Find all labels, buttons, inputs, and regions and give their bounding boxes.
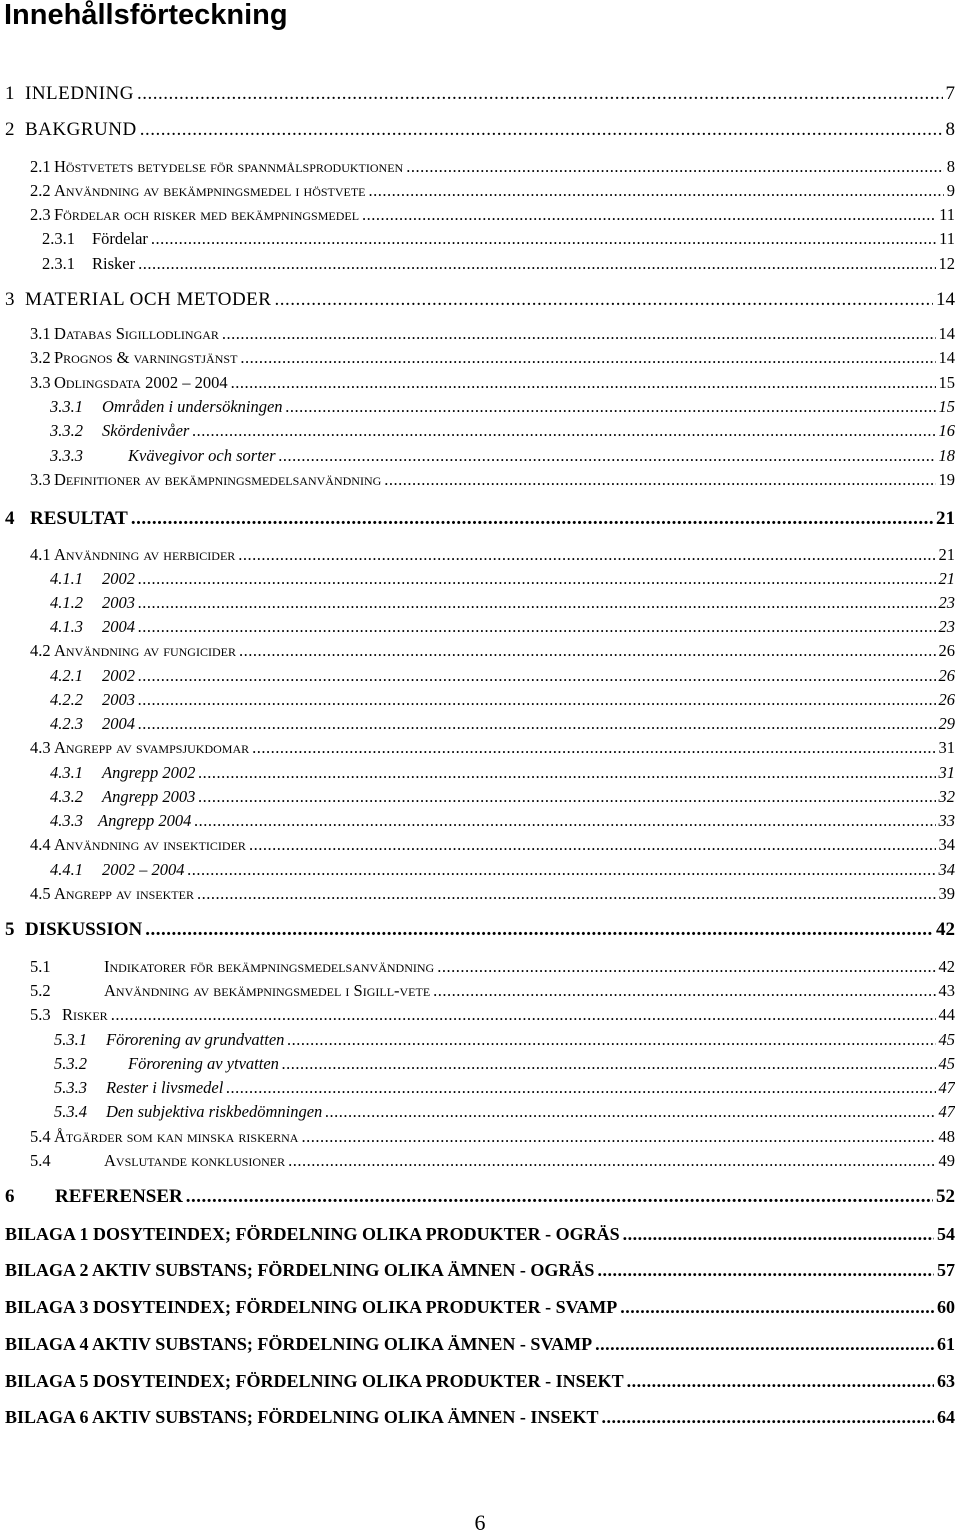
toc-entry[interactable] [0, 919, 955, 943]
toc-entry[interactable] [0, 1030, 955, 1054]
toc-entry-label: Förorening av grundvatten [106, 1030, 285, 1049]
toc-entry-page: 54 [937, 1224, 955, 1244]
toc-entry-number: 4.3 [30, 738, 51, 757]
toc-entry-label: 2002 [102, 569, 135, 588]
dot-leader [188, 860, 936, 880]
toc-entry[interactable] [0, 641, 955, 665]
toc-entry-page: 32 [938, 787, 955, 806]
toc-entry-number: 4.2.1 [50, 666, 83, 685]
dot-leader [111, 1005, 936, 1025]
toc-entry-number: 3.1 [30, 324, 51, 343]
toc-entry-number: 4.2 [30, 641, 51, 660]
toc-entry-label: Risker [92, 254, 136, 273]
dot-leader [137, 83, 943, 105]
toc-entry-page: 42 [938, 957, 955, 976]
toc-entry-page: 47 [938, 1078, 955, 1097]
toc-entry[interactable] [0, 1407, 955, 1431]
toc-entry-page: 12 [938, 254, 955, 273]
toc-entry-label: Höstvetets betydelse för spannmålsproduktionen [54, 157, 404, 176]
toc-entry-label: BILAGA 5 DOSYTEINDEX; FÖRDELNING OLIKA PRODUKTER - INSEKT [5, 1371, 624, 1391]
toc-entry-page: 14 [936, 289, 955, 310]
toc-entry-page: 42 [936, 919, 955, 940]
toc-entry-label: Fördelar [92, 229, 148, 248]
toc-entry-page: 23 [938, 617, 955, 636]
toc-entry-number: 5.4 [30, 1127, 51, 1146]
toc-entry-number: 4.3.1 [50, 763, 83, 782]
dot-leader [186, 1186, 933, 1208]
dot-leader [288, 1151, 935, 1171]
toc-entry-number: 6 [5, 1186, 15, 1207]
toc-entry[interactable] [0, 787, 955, 811]
toc-entry-page: 63 [937, 1371, 955, 1391]
toc-entry-number: 3 [5, 289, 15, 310]
toc-entry[interactable] [0, 1078, 955, 1102]
toc-entry[interactable] [0, 1054, 955, 1078]
page-number: 6 [474, 1510, 486, 1535]
toc-entry[interactable] [0, 835, 955, 859]
toc-entry[interactable] [0, 884, 955, 908]
toc-entry-page: 14 [938, 348, 955, 367]
toc-entry-page: 47 [938, 1102, 955, 1121]
toc-entry-label: Angrepp av svampsjukdomar [54, 738, 250, 757]
toc-entry-page: 39 [938, 884, 955, 903]
toc-entry-label: Avslutande konklusioner [104, 1151, 286, 1170]
toc-entry-number: 4.3.3 [50, 811, 83, 830]
dot-leader [406, 157, 944, 177]
toc-entry-label: Odlingsdata 2002 – 2004 [54, 373, 228, 392]
toc-entry[interactable] [0, 617, 955, 641]
toc-entry-label: Prognos & varningstjänst [54, 348, 238, 367]
dot-leader [222, 324, 936, 344]
dot-leader [620, 1297, 934, 1318]
toc-entry[interactable] [0, 1224, 955, 1248]
toc-entry[interactable] [0, 83, 955, 107]
toc-entry-number: 2.3 [30, 205, 51, 224]
dot-leader [138, 690, 936, 710]
dot-leader [623, 1224, 934, 1245]
toc-entry[interactable] [0, 181, 955, 205]
toc-entry-page: 26 [938, 641, 955, 660]
toc-entry-number: 3.3.1 [50, 397, 83, 416]
toc-entry-label: 2003 [102, 690, 135, 709]
toc-entry-page: 21 [938, 569, 955, 588]
toc-entry-number: 5 [5, 919, 15, 940]
toc-entry-number: 5.3.3 [54, 1078, 87, 1097]
toc-entry-number: 4.1.2 [50, 593, 83, 612]
dot-leader [279, 446, 936, 466]
toc-entry[interactable] [0, 348, 955, 372]
toc-entry-page: 15 [938, 397, 955, 416]
toc-entry[interactable] [0, 1260, 955, 1284]
dot-leader [140, 119, 943, 141]
dot-leader [131, 508, 933, 530]
toc-entry-label: INLEDNING [25, 83, 134, 104]
dot-leader [240, 348, 935, 368]
toc-entry-page: 34 [938, 835, 955, 854]
toc-entry[interactable] [0, 1371, 955, 1395]
toc-entry-page: 23 [938, 593, 955, 612]
toc-entry-page: 31 [938, 738, 955, 757]
dot-leader [597, 1260, 934, 1281]
toc-entry-page: 14 [938, 324, 955, 343]
toc-entry-number: 4.2.3 [50, 714, 83, 733]
toc-entry-number: 3.2 [30, 348, 51, 367]
toc-entry-label: Angrepp 2004 [98, 811, 192, 830]
toc-entry[interactable] [0, 1186, 955, 1210]
toc-entry-label: Fördelar och risker med bekämpningsmedel [54, 205, 360, 224]
toc-entry-page: 15 [938, 373, 955, 392]
toc-entry[interactable] [0, 373, 955, 397]
toc-entry[interactable] [0, 119, 955, 143]
toc-entry-page: 16 [938, 421, 955, 440]
toc-entry-number: 3.3 [30, 470, 51, 489]
toc-entry[interactable] [0, 508, 955, 532]
toc-entry-page: 33 [938, 811, 955, 830]
dot-leader [194, 811, 935, 831]
toc-entry[interactable] [0, 738, 955, 762]
toc-entry[interactable] [0, 1127, 955, 1151]
toc-entry-label: RESULTAT [30, 508, 128, 529]
toc-entry-label: 2003 [102, 593, 135, 612]
toc-entry-number: 5.3.4 [54, 1102, 87, 1121]
toc-entry-label: Skördenivåer [102, 421, 190, 440]
toc-entry-label: Definitioner av bekämpningsmedelsanvändning [54, 470, 382, 489]
toc-entry-page: 8 [945, 119, 955, 140]
toc-entry[interactable] [0, 205, 955, 229]
dot-leader [239, 641, 936, 661]
dot-leader [252, 738, 935, 758]
toc-entry-label: 2002 [102, 666, 135, 685]
toc-entry-label: BILAGA 6 AKTIV SUBSTANS; FÖRDELNING OLIKA ÄMNEN - INSEKT [5, 1407, 599, 1427]
dot-leader [433, 981, 935, 1001]
toc-entry-number: 3.3.2 [50, 421, 83, 440]
toc-entry-page: 45 [938, 1030, 955, 1049]
dot-leader [231, 373, 936, 393]
toc-entry[interactable] [0, 811, 955, 835]
dot-leader [145, 919, 933, 941]
toc-entry[interactable] [0, 593, 955, 617]
toc-entry-number: 5.3.2 [54, 1054, 87, 1073]
dot-leader [198, 763, 935, 783]
toc-entry[interactable] [0, 289, 955, 313]
toc-entry[interactable] [0, 157, 955, 181]
toc-entry[interactable] [0, 860, 955, 884]
dot-leader [301, 1127, 935, 1147]
toc-entry-label: 2004 [102, 617, 135, 636]
dot-leader [286, 397, 936, 417]
toc-entry-page: 26 [938, 666, 955, 685]
toc-entry[interactable] [0, 981, 955, 1005]
toc-entry[interactable] [0, 254, 955, 278]
toc-entry-label: BILAGA 1 DOSYTEINDEX; FÖRDELNING OLIKA PRODUKTER - OGRÄS [5, 1224, 620, 1244]
toc-entry-page: 7 [945, 83, 955, 104]
toc-entry[interactable] [0, 569, 955, 593]
toc-entry-page: 64 [937, 1407, 955, 1427]
toc-entry[interactable] [0, 1102, 955, 1126]
toc-entry-number: 4.1.1 [50, 569, 83, 588]
dot-leader [601, 1407, 934, 1428]
toc-entry-label: Angrepp 2003 [102, 787, 196, 806]
toc-entry-label: Åtgärder som kan minska riskerna [54, 1127, 299, 1146]
toc-entry-page: 31 [938, 763, 955, 782]
toc-entry-label: Indikatorer för bekämpningsmedelsanvändning [104, 957, 435, 976]
toc-entry-label: Rester i livsmedel [106, 1078, 224, 1097]
toc-entry-number: 5.3 [30, 1005, 51, 1024]
toc-entry-page: 11 [939, 205, 955, 224]
dot-leader [369, 181, 944, 201]
toc-entry-page: 8 [946, 157, 955, 176]
toc-entry-label: 2004 [102, 714, 135, 733]
toc-entry[interactable] [0, 545, 955, 569]
dot-leader [138, 666, 936, 686]
toc-entry-number: 4.1.3 [50, 617, 83, 636]
toc-entry[interactable] [0, 1334, 955, 1358]
dot-leader [238, 545, 935, 565]
toc-entry[interactable] [0, 666, 955, 690]
dot-leader [197, 884, 936, 904]
toc-entry-number: 2.3.1 [42, 229, 75, 248]
toc-entry-page: 45 [938, 1054, 955, 1073]
toc-entry-number: 2.1 [30, 157, 51, 176]
toc-entry-label: Användning av bekämpningsmedel i höstvete [54, 181, 366, 200]
toc-entry-label: Den subjektiva riskbedömningen [106, 1102, 323, 1121]
dot-leader [627, 1371, 934, 1392]
toc-entry[interactable] [0, 714, 955, 738]
toc-entry-number: 2.3.1 [42, 254, 75, 273]
toc-entry-page: 52 [936, 1186, 955, 1207]
toc-entry-label: Databas Sigillodlingar [54, 324, 219, 343]
toc-entry-number: 5.4 [30, 1151, 51, 1170]
dot-leader [226, 1078, 935, 1098]
dot-leader [287, 1030, 935, 1050]
dot-leader [274, 289, 933, 311]
dot-leader [325, 1102, 935, 1122]
toc-entry-page: 61 [937, 1334, 955, 1354]
toc-entry-label: Användning av fungicider [54, 641, 236, 660]
toc-entry-label: Risker [62, 1005, 108, 1024]
toc-entry-number: 2 [5, 119, 15, 140]
toc-entry-number: 4.1 [30, 545, 51, 564]
toc-entry-page: 60 [937, 1297, 955, 1317]
dot-leader [282, 1054, 936, 1074]
toc-entry-page: 21 [938, 545, 955, 564]
dot-leader [437, 957, 935, 977]
toc-entry-label: BILAGA 4 AKTIV SUBSTANS; FÖRDELNING OLIKA ÄMNEN - SVAMP [5, 1334, 593, 1354]
toc-entry-number: 3.3 [30, 373, 51, 392]
toc-entry-label: BILAGA 2 AKTIV SUBSTANS; FÖRDELNING OLIKA ÄMNEN - OGRÄS [5, 1260, 595, 1280]
toc-entry-page: 9 [946, 181, 955, 200]
toc-entry-label: 2002 – 2004 [102, 860, 185, 879]
dot-leader [384, 470, 935, 490]
dot-leader [138, 593, 936, 613]
toc-entry-number: 3.3.3 [50, 446, 83, 465]
toc-entry-label: Förorening av ytvatten [128, 1054, 279, 1073]
toc-entry-page: 43 [938, 981, 955, 1000]
toc-entry[interactable] [0, 229, 955, 253]
toc-entry[interactable] [0, 446, 955, 470]
toc-entry-page: 26 [938, 690, 955, 709]
toc-entry[interactable] [0, 763, 955, 787]
toc-entry-page: 57 [937, 1260, 955, 1280]
dot-leader [138, 617, 936, 637]
toc-entry-number: 4 [5, 508, 15, 529]
toc-entry-page: 49 [938, 1151, 955, 1170]
dot-leader [151, 229, 936, 249]
toc-entry-label: Angrepp 2002 [102, 763, 196, 782]
toc-entry[interactable] [0, 957, 955, 981]
dot-leader [138, 714, 936, 734]
toc-entry-page: 21 [936, 508, 955, 529]
toc-entry-number: 4.4 [30, 835, 51, 854]
page-title: Innehållsförteckning [4, 0, 288, 31]
toc-entry-page: 11 [939, 229, 955, 248]
toc-entry-label: Användning av herbicider [54, 545, 236, 564]
dot-leader [595, 1334, 934, 1355]
toc-entry[interactable] [0, 470, 955, 494]
toc-entry-number: 4.2.2 [50, 690, 83, 709]
toc-entry-number: 5.3.1 [54, 1030, 87, 1049]
toc-entry[interactable] [0, 1005, 955, 1029]
toc-entry-label: MATERIAL OCH METODER [25, 289, 272, 310]
toc-entry-label: Områden i undersökningen [102, 397, 283, 416]
toc-entry-page: 44 [938, 1005, 955, 1024]
toc-entry-label: BAKGRUND [25, 119, 137, 140]
toc-entry[interactable] [0, 1151, 955, 1175]
dot-leader [198, 787, 935, 807]
toc-entry-number: 4.3.2 [50, 787, 83, 806]
toc-entry[interactable] [0, 324, 955, 348]
dot-leader [192, 421, 935, 441]
toc-entry-label: Kvävegivor och sorter [128, 446, 276, 465]
toc-entry-number: 4.4.1 [50, 860, 83, 879]
toc-entry-label: REFERENSER [55, 1186, 183, 1207]
toc-entry-label: Användning av insekticider [54, 835, 246, 854]
toc-entry-page: 34 [938, 860, 955, 879]
toc-entry-page: 29 [938, 714, 955, 733]
dot-leader [362, 205, 936, 225]
toc-entry[interactable] [0, 421, 955, 445]
toc-entry-number: 1 [5, 83, 15, 104]
toc-entry-page: 19 [938, 470, 955, 489]
toc-entry-number: 2.2 [30, 181, 51, 200]
dot-leader [138, 254, 935, 274]
toc-entry-label: Angrepp av insekter [54, 884, 194, 903]
toc-entry-number: 5.2 [30, 981, 51, 1000]
toc-entry-page: 48 [938, 1127, 955, 1146]
toc-entry[interactable] [0, 1297, 955, 1321]
dot-leader [138, 569, 936, 589]
toc-entry-page: 18 [938, 446, 955, 465]
toc-entry-label: BILAGA 3 DOSYTEINDEX; FÖRDELNING OLIKA PRODUKTER - SVAMP [5, 1297, 618, 1317]
dot-leader [249, 835, 936, 855]
toc-entry-label: Användning av bekämpningsmedel i Sigill-vete [104, 981, 431, 1000]
toc-entry-number: 4.5 [30, 884, 51, 903]
toc-entry[interactable] [0, 397, 955, 421]
toc-entry-number: 5.1 [30, 957, 51, 976]
toc-entry[interactable] [0, 690, 955, 714]
toc-entry-label: DISKUSSION [25, 919, 143, 940]
